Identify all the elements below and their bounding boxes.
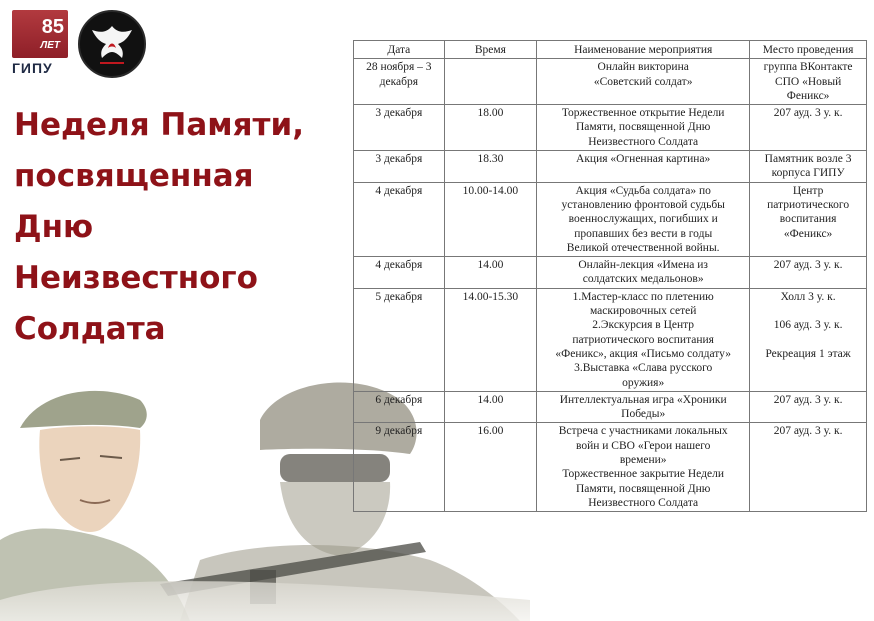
title-line: Солдата <box>14 311 166 347</box>
university-anniversary-logo <box>12 10 70 76</box>
cell-event: Торжественное открытие Недели Памяти, посвященной Дню Неизвестного Солдата <box>537 105 750 151</box>
cell-place: группа ВКонтакте СПО «Новый Феникс» <box>750 59 867 105</box>
cell-event: Акция «Огненная картина» <box>537 151 750 183</box>
header-time: Время <box>444 41 537 59</box>
anniversary-badge <box>12 10 68 58</box>
cell-date: 3 декабря <box>354 105 445 151</box>
table-row <box>354 151 867 183</box>
cell-time: 16.00 <box>444 423 537 512</box>
table-row <box>354 288 867 391</box>
cell-place: 207 ауд. 3 у. к. <box>750 105 867 151</box>
table-row <box>354 391 867 423</box>
anniversary-word: ЛЕТ <box>40 40 60 51</box>
events-schedule-table <box>353 40 867 512</box>
table-row <box>354 257 867 289</box>
cell-date: 3 декабря <box>354 151 445 183</box>
table-row <box>354 105 867 151</box>
cell-event: Онлайн викторина «Советский солдат» <box>537 59 750 105</box>
anniversary-number: 85 <box>41 16 64 38</box>
cell-event: Интеллектуальная игра «Хроники Победы» <box>537 391 750 423</box>
table-row <box>354 59 867 105</box>
phoenix-icon <box>80 12 144 76</box>
title-line: Неделя Памяти, <box>14 107 305 143</box>
title-line: Неизвестного <box>14 260 258 296</box>
cell-event: 1.Мастер-класс по плетению маскировочных сетей 2.Экскурсия в Центр патриотического воспитания «Феникс», акция «Письмо солдату» 3.Выставка «Слава русского оружия» <box>537 288 750 391</box>
title-line: Дню <box>14 209 94 245</box>
header-place: Место проведения <box>750 41 867 59</box>
cell-date: 4 декабря <box>354 257 445 289</box>
header-event: Наименование мероприятия <box>537 41 750 59</box>
cell-time: 14.00 <box>444 257 537 289</box>
cell-time: 10.00-14.00 <box>444 182 537 256</box>
cell-date: 28 ноября – 3 декабря <box>354 59 445 105</box>
cell-date: 6 декабря <box>354 391 445 423</box>
cell-date: 9 декабря <box>354 423 445 512</box>
cell-place: 207 ауд. 3 у. к. <box>750 423 867 512</box>
table-row <box>354 182 867 256</box>
cell-date: 5 декабря <box>354 288 445 391</box>
cell-time: 14.00-15.30 <box>444 288 537 391</box>
cell-event: Встреча с участниками локальных войн и СВО «Герои нашего времени» Торжественное закрытие Недели Памяти, посвященной Дню Неизвестного Солдата <box>537 423 750 512</box>
phoenix-emblem-logo <box>78 10 146 78</box>
cell-time: 18.30 <box>444 151 537 183</box>
cell-event: Онлайн-лекция «Имена из солдатских медальонов» <box>537 257 750 289</box>
page-title <box>14 100 354 355</box>
university-abbreviation: ГИПУ <box>12 60 53 76</box>
title-line: посвященная <box>14 158 254 194</box>
cell-time <box>444 59 537 105</box>
header-date: Дата <box>354 41 445 59</box>
cell-event: Акция «Судьба солдата» по установлению фронтовой судьбы военнослужащих, погибших и пропавших без вести в годы Великой отечественной войны. <box>537 182 750 256</box>
cell-time: 14.00 <box>444 391 537 423</box>
table-row <box>354 423 867 512</box>
cell-time: 18.00 <box>444 105 537 151</box>
cell-place: 207 ауд. 3 у. к. <box>750 391 867 423</box>
cell-place: Центр патриотического воспитания «Феникс» <box>750 182 867 256</box>
cell-place: Холл 3 у. к. 106 ауд. 3 у. к. Рекреация 1 этаж <box>750 288 867 391</box>
cell-date: 4 декабря <box>354 182 445 256</box>
table-header-row <box>354 41 867 59</box>
cell-place: 207 ауд. 3 у. к. <box>750 257 867 289</box>
cell-place: Памятник возле 3 корпуса ГИПУ <box>750 151 867 183</box>
